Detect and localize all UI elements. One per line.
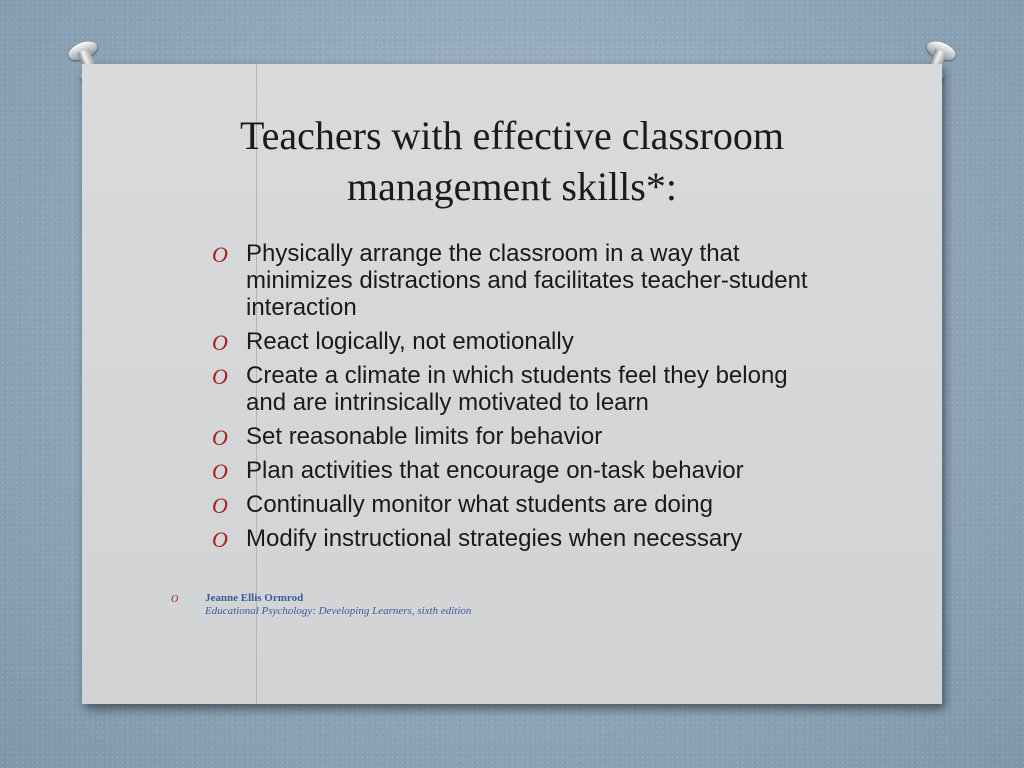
bullet-text: Plan activities that encourage on-task behavior	[246, 457, 744, 484]
bullet-item	[212, 362, 812, 416]
bullet-marker-icon: O	[212, 330, 228, 355]
bullet-marker-icon: O	[212, 242, 228, 267]
slide-card	[82, 64, 942, 704]
bullet-list	[212, 240, 812, 559]
bullet-item	[212, 328, 812, 355]
bullet-marker-icon: O	[212, 493, 228, 518]
bullet-item	[212, 525, 812, 552]
bullet-marker-icon: O	[212, 527, 228, 552]
bullet-item	[212, 491, 812, 518]
citation-source: Educational Psychology: Developing Learners, sixth edition	[205, 605, 472, 617]
bullet-text: Set reasonable limits for behavior	[246, 423, 603, 450]
bullet-text: Create a climate in which students feel they belong and are intrinsically motivated to learn	[246, 362, 788, 416]
slide-title: Teachers with effective classroom management skills*:	[239, 113, 784, 209]
bullet-text: Continually monitor what students are doing	[246, 491, 713, 518]
bullet-marker-icon: O	[212, 425, 228, 450]
bullet-item	[212, 457, 812, 484]
citation-marker-icon: O	[171, 594, 179, 605]
bullet-text: Physically arrange the classroom in a way that minimizes distractions and facilitates teacher-student interaction	[246, 240, 808, 321]
bullet-marker-icon: O	[212, 364, 228, 389]
bullet-item	[212, 423, 812, 450]
bullet-text: React logically, not emotionally	[246, 328, 574, 355]
citation-author: Jeanne Ellis Ormrod	[205, 592, 304, 604]
bullet-marker-icon: O	[212, 459, 228, 484]
bullet-text: Modify instructional strategies when necessary	[246, 525, 743, 552]
bullet-item	[212, 240, 812, 321]
